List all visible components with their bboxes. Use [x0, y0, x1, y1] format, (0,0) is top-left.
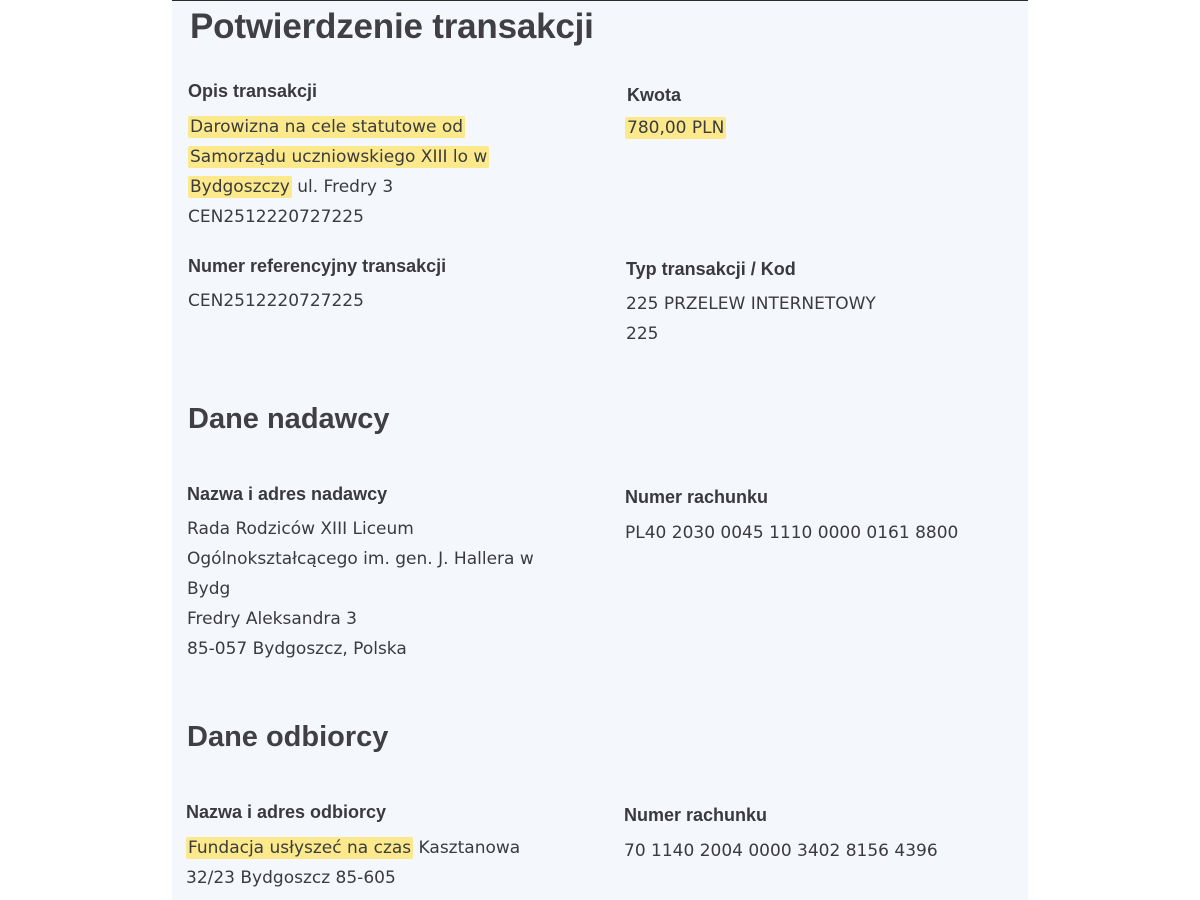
type-label: Typ transakcji / Kod	[626, 259, 796, 279]
description-line: CEN2512220727225	[188, 207, 364, 227]
sender-name-label: Nazwa i adres nadawcy	[187, 484, 388, 504]
confirmation-document	[172, 0, 1028, 900]
page-title: Potwierdzenie transakcji	[190, 7, 594, 46]
sender-account-label: Numer rachunku	[625, 487, 769, 507]
highlighted-text: Fundacja usłyszeć na czas	[188, 838, 412, 858]
recipient-heading: Dane odbiorcy	[187, 721, 389, 753]
description-line	[188, 142, 489, 172]
recipient-line: Fundacja usłyszeć na czas Kasztanowa	[188, 838, 521, 858]
reference-label: Numer referencyjny transakcji	[188, 256, 447, 276]
highlighted-text: Samorządu uczniowskiego XIII lo w	[190, 147, 488, 167]
recipient-account-value: 70 1140 2004 0000 3402 8156 4396	[624, 841, 938, 861]
type-value: 225 PRZELEW INTERNETOWY 225	[626, 294, 876, 344]
description-line	[188, 112, 489, 142]
highlighted-text: Bydgoszczy	[190, 177, 290, 197]
recipient-account-label: Numer rachunku	[624, 805, 768, 825]
recipient-name-value	[186, 833, 520, 893]
description-line: Bydgoszczy ul. Fredry 3	[190, 177, 394, 197]
amount-value	[625, 113, 726, 143]
recipient-name-label: Nazwa i adres odbiorcy	[186, 802, 387, 822]
sender-heading: Dane nadawcy	[188, 403, 390, 435]
sender-name-value: Rada Rodziców XIII Liceum Ogólnokształcącego im. gen. J. Hallera w Bydg Fredry Aleksandra 3 85-057 Bydgoszcz, Polska	[187, 519, 534, 659]
recipient-line: 32/23 Bydgoszcz 85-605	[186, 868, 396, 888]
description-value	[188, 112, 489, 232]
reference-value: CEN2512220727225	[188, 291, 364, 311]
sender-account-value: PL40 2030 0045 1110 0000 0161 8800	[625, 523, 959, 543]
highlighted-text: Darowizna na cele statutowe od	[190, 117, 464, 137]
description-label: Opis transakcji	[188, 81, 318, 101]
amount-label: Kwota	[627, 85, 681, 105]
highlighted-amount: 780,00 PLN	[627, 118, 725, 138]
